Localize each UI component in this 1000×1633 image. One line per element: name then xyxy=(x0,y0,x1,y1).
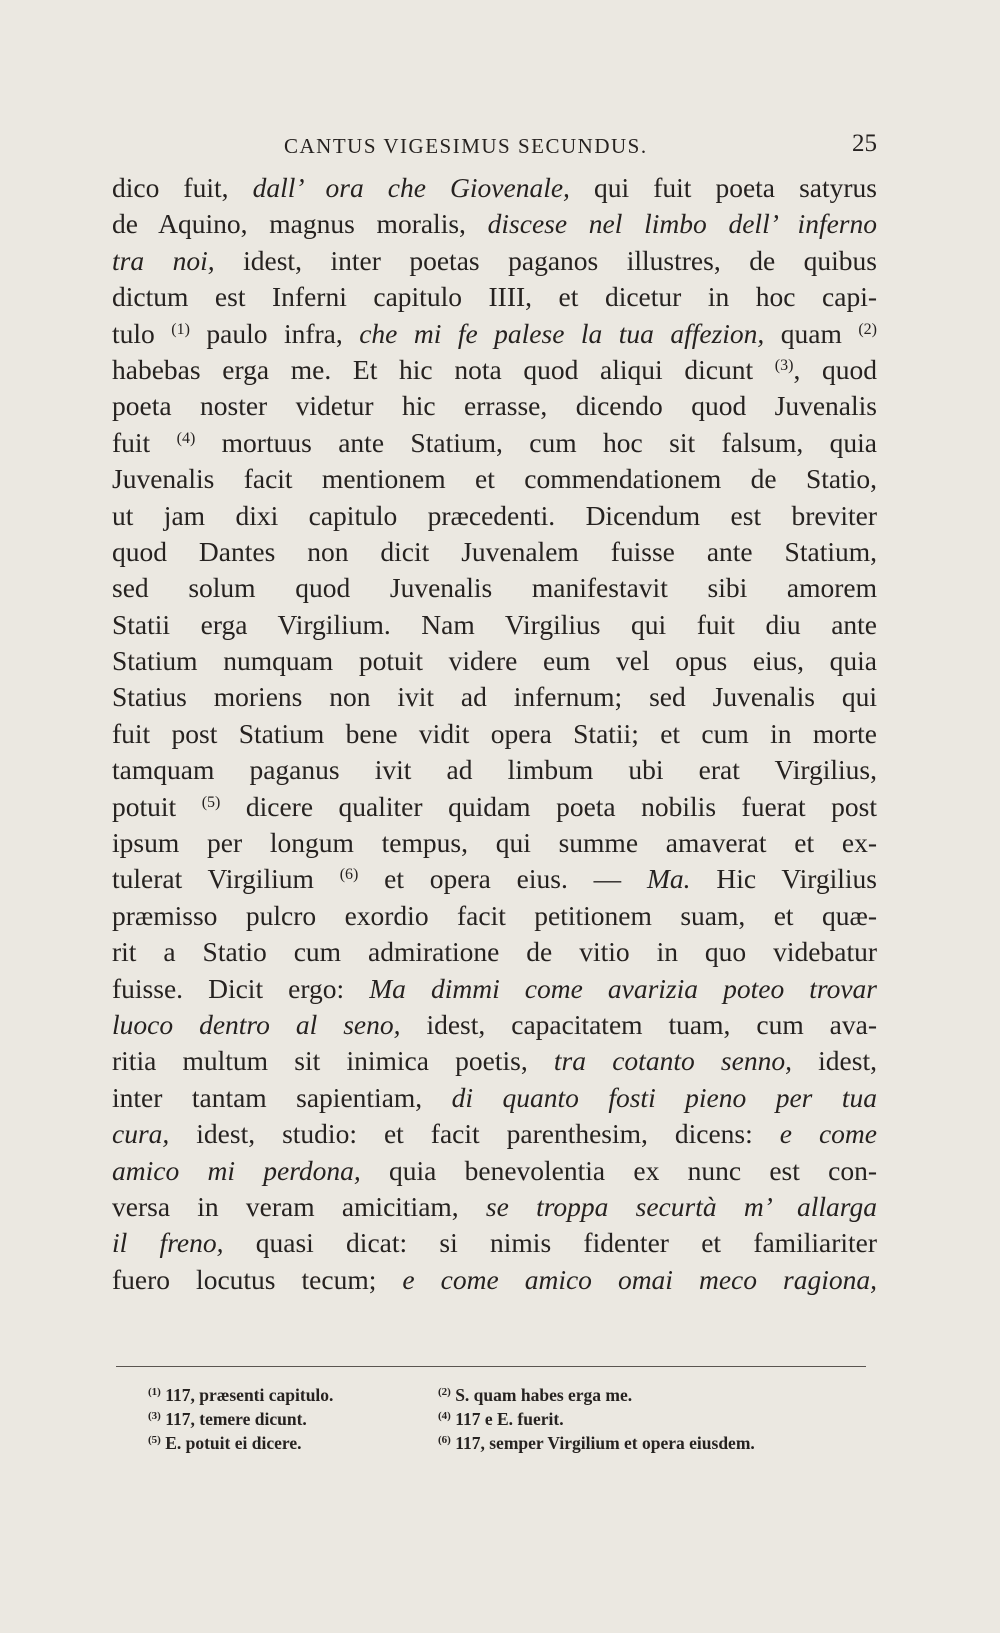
text-line xyxy=(112,789,877,825)
footnote-mark: (1) xyxy=(148,1386,161,1398)
text-line xyxy=(112,1189,877,1225)
page-number: 25 xyxy=(852,130,877,157)
text-run: quam xyxy=(764,317,859,349)
text-line xyxy=(112,352,877,388)
running-title: CANTUS VIGESIMUS SECUNDUS. xyxy=(284,134,648,158)
italic-quote: tra cotanto senno, xyxy=(553,1045,792,1077)
text-line xyxy=(112,679,877,715)
text-line xyxy=(112,1007,877,1043)
text-line xyxy=(112,316,877,352)
text-line xyxy=(112,425,877,461)
italic-quote: che mi fe palese la tua affezion, xyxy=(359,317,765,349)
text-line xyxy=(112,1262,877,1298)
text-run: Hic Virgilius xyxy=(690,863,877,895)
text-line xyxy=(112,825,877,861)
text-run: et opera eius. — xyxy=(358,863,647,895)
text-run: ipsum per longum tempus, qui summe amaverat et ex- xyxy=(112,827,877,859)
text-line xyxy=(112,1225,877,1261)
text-run: tulerat Virgilium xyxy=(112,863,340,895)
footnote-rule xyxy=(116,1366,866,1367)
text-run: fuisse. Dicit ergo: xyxy=(112,972,370,1004)
footnote xyxy=(438,1383,632,1407)
text-run: tulo xyxy=(112,317,172,349)
text-line xyxy=(112,534,877,570)
footnote-ref: (3) xyxy=(774,356,794,374)
text-run: de Aquino, magnus moralis, xyxy=(112,208,488,240)
text-line xyxy=(112,971,877,1007)
italic-quote: e come xyxy=(779,1118,877,1150)
text-line xyxy=(112,170,877,206)
text-line xyxy=(112,388,877,424)
italic-quote: dall’ ora che Giovenale, xyxy=(252,172,570,203)
text-line xyxy=(112,607,877,643)
italic-quote: tra noi, xyxy=(112,244,215,276)
text-line xyxy=(112,716,877,752)
text-run: quod Dantes non dicit Juvenalem fuisse ante Statium, xyxy=(112,535,877,567)
italic-quote: Ma. xyxy=(646,863,691,895)
footnote-ref: (5) xyxy=(201,793,221,811)
text-line xyxy=(112,643,877,679)
text-run: ut jam dixi capitulo præcedenti. Dicendum est breviter xyxy=(112,499,877,531)
text-run: Statius moriens non ivit ad infernum; sed Juvenalis qui xyxy=(112,681,877,713)
text-run: Juvenalis facit mentionem et commendationem de Statio, xyxy=(112,463,877,495)
text-run: mortuus ante Statium, cum hoc sit falsum, quia xyxy=(195,426,877,458)
text-run: fuit post Statium bene vidit opera Statii; et cum in morte xyxy=(112,717,877,749)
footnote-ref: (1) xyxy=(171,320,190,338)
footnote-ref: (2) xyxy=(858,320,877,338)
text-run: Statii erga Virgilium. Nam Virgilius qui fuit diu ante xyxy=(112,608,877,640)
italic-quote: il freno, xyxy=(112,1227,224,1259)
footnote-mark: (6) xyxy=(438,1434,451,1446)
text-run: quasi dicat: si nimis fidenter et familiariter xyxy=(223,1227,877,1259)
footnote xyxy=(438,1407,564,1431)
text-run: fuero locutus tecum; xyxy=(112,1263,403,1295)
italic-quote: cura, xyxy=(112,1118,170,1150)
text-run: poeta noster videtur hic errasse, dicendo quod Juvenalis xyxy=(112,390,877,422)
text-run: ritia multum sit inimica poetis, xyxy=(112,1045,554,1077)
text-run: Statium numquam potuit videre eum vel opus eius, quia xyxy=(112,645,877,677)
text-run: idest, capacitatem tuam, cum ava- xyxy=(400,1008,877,1040)
footnote-mark: (3) xyxy=(148,1410,161,1422)
footnote xyxy=(438,1431,755,1455)
footnote-text: 117, semper Virgilium et opera eiusdem. xyxy=(450,1433,755,1453)
text-run: potuit xyxy=(112,790,202,822)
text-line xyxy=(112,752,877,788)
text-run: quia benevolentia ex nunc est con- xyxy=(360,1154,877,1186)
footnote-ref: (4) xyxy=(176,429,196,447)
italic-quote: amico mi perdona, xyxy=(112,1154,361,1186)
footnote-text: E. potuit ei dicere. xyxy=(160,1433,302,1453)
text-run: dictum est Inferni capitulo IIII, et dicetur in hoc capi- xyxy=(112,281,877,313)
text-run: rit a Statio cum admiratione de vitio in quo videbatur xyxy=(112,936,877,968)
text-run: versa in veram amicitiam, xyxy=(112,1190,486,1222)
text-run: dicere qualiter quidam poeta nobilis fuerat post xyxy=(220,790,877,822)
footnote-mark: (4) xyxy=(438,1410,451,1422)
text-line xyxy=(112,206,877,242)
text-run: paulo infra, xyxy=(189,317,360,349)
italic-quote: di quanto fosti pieno per tua xyxy=(451,1081,877,1113)
text-run: habebas erga me. Et hic nota quod aliqui dicunt xyxy=(112,353,775,385)
text-line xyxy=(112,279,877,315)
text-line xyxy=(112,1116,877,1152)
text-run: sed solum quod Juvenalis manifestavit sibi amorem xyxy=(112,572,877,604)
body-text xyxy=(112,170,877,1298)
footnote-mark: (2) xyxy=(438,1386,451,1398)
footnote-text: 117, præsenti capitulo. xyxy=(160,1385,334,1405)
text-run: qui fuit poeta satyrus xyxy=(569,172,877,203)
text-line xyxy=(112,461,877,497)
text-run: fuit xyxy=(112,426,177,458)
text-run: dico fuit, xyxy=(112,172,253,203)
footnote-text: S. quam habes erga me. xyxy=(450,1385,633,1405)
text-line xyxy=(112,570,877,606)
text-line xyxy=(112,243,877,279)
text-run: idest, studio: et facit parenthesim, dicens: xyxy=(169,1118,780,1150)
footnote-mark: (5) xyxy=(148,1434,161,1446)
text-line xyxy=(112,861,877,897)
text-line xyxy=(112,1080,877,1116)
text-run: idest, xyxy=(791,1045,877,1077)
footnote xyxy=(148,1431,301,1455)
text-run: tamquam paganus ivit ad limbum ubi erat Virgilius, xyxy=(112,754,877,786)
footnote-text: 117 e E. fuerit. xyxy=(450,1409,564,1429)
footnote xyxy=(148,1383,333,1407)
text-line xyxy=(112,934,877,970)
italic-quote: Ma dimmi come avarizia poteo trovar xyxy=(369,972,877,1004)
text-line xyxy=(112,1153,877,1189)
running-head xyxy=(112,130,877,170)
footnote xyxy=(148,1407,307,1431)
text-line xyxy=(112,498,877,534)
italic-quote: discese nel limbo dell’ inferno xyxy=(487,208,877,240)
text-run: , quod xyxy=(793,353,877,385)
footnote-text: 117, temere dicunt. xyxy=(160,1409,307,1429)
text-line xyxy=(112,1043,877,1079)
text-run: præmisso pulcro exordio facit petitionem suam, et quæ- xyxy=(112,899,877,931)
italic-quote: luoco dentro al seno, xyxy=(112,1008,401,1040)
footnote-ref: (6) xyxy=(339,866,359,884)
text-run: idest, inter poetas paganos illustres, de quibus xyxy=(214,244,877,276)
text-line xyxy=(112,898,877,934)
italic-quote: e come amico omai meco ragiona, xyxy=(402,1263,877,1295)
text-run: inter tantam sapientiam, xyxy=(112,1081,452,1113)
italic-quote: se troppa securtà m’ allarga xyxy=(485,1190,877,1222)
